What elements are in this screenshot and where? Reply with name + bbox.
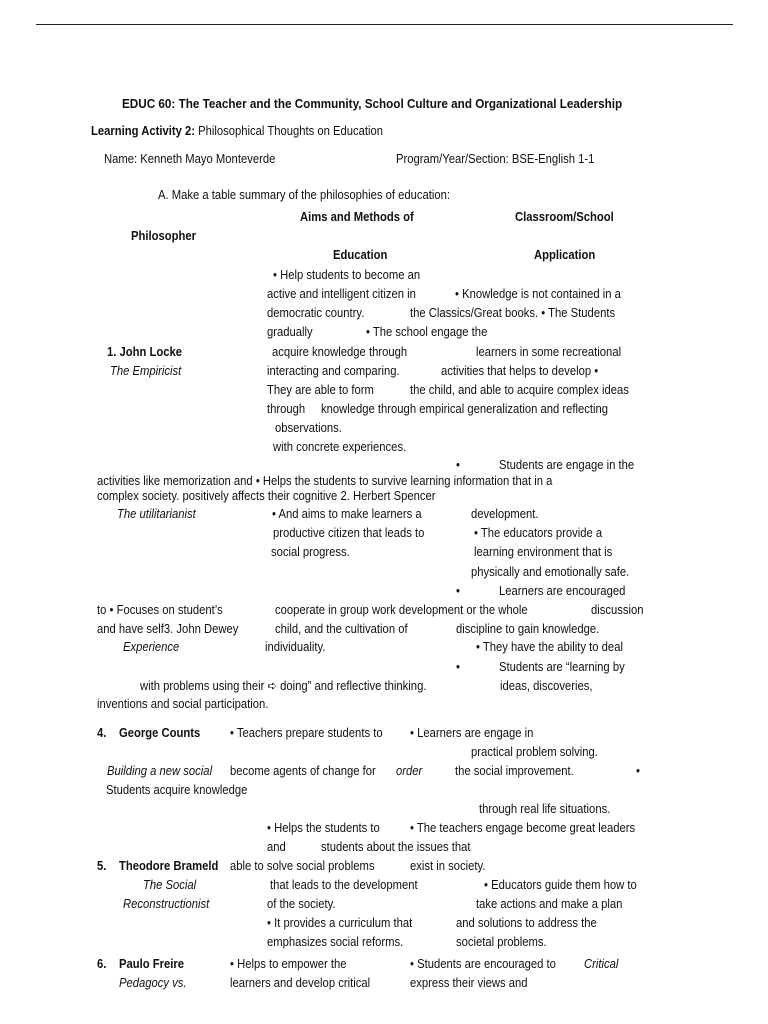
- body-line: complex society. positively affects their cognitive 2. Herbert Spencer: [97, 489, 436, 503]
- philosopher-name: George Counts: [119, 726, 201, 740]
- body-line: • Helps to empower the: [230, 957, 347, 971]
- body-line: express their views and: [410, 976, 528, 990]
- body-line: • Teachers prepare students to: [230, 726, 383, 740]
- body-line: and have self3. John Dewey: [97, 622, 239, 636]
- philosophy-label: The utilitarianist: [117, 507, 196, 521]
- header-aims-line1: Aims and Methods of: [300, 210, 414, 224]
- body-line: • They have the ability to deal: [476, 640, 623, 654]
- header-aims-line2: Education: [333, 248, 388, 262]
- body-line: • And aims to make learners a: [272, 507, 422, 521]
- body-line: physically and emotionally safe.: [471, 565, 630, 579]
- list-number: 6.: [97, 957, 107, 971]
- body-line: knowledge through empirical generalization and reflecting: [321, 402, 609, 416]
- body-line: Critical: [584, 957, 619, 971]
- body-line: gradually: [267, 325, 313, 339]
- body-line: order: [396, 764, 423, 778]
- list-number: 5.: [97, 859, 107, 873]
- body-line: learners and develop critical: [230, 976, 371, 990]
- body-line: democratic country.: [267, 306, 365, 320]
- body-line: active and intelligent citizen in: [267, 287, 416, 301]
- philosophy-label: Building a new social: [107, 764, 213, 778]
- philosophy-label: Pedagocy vs.: [119, 976, 187, 990]
- body-line: Students are engage in the: [499, 458, 635, 472]
- body-line: of the society.: [267, 897, 336, 911]
- body-line: •: [456, 458, 460, 472]
- instruction: A. Make a table summary of the philosophies of education:: [158, 188, 451, 202]
- body-line: cooperate in group work development or the whole: [275, 603, 528, 617]
- body-line: through: [267, 402, 306, 416]
- body-line: learning environment that is: [474, 545, 613, 559]
- body-line: social progress.: [271, 545, 350, 559]
- body-line: •: [456, 660, 460, 674]
- body-line: with problems using their ➪ doing” and reflective thinking.: [140, 679, 427, 693]
- body-line: They are able to form: [267, 383, 374, 397]
- body-line: with concrete experiences.: [273, 440, 407, 454]
- activity-title: Philosophical Thoughts on Education: [194, 124, 384, 138]
- body-line: societal problems.: [456, 935, 547, 949]
- body-line: • The school engage the: [366, 325, 488, 339]
- body-line: • Students are encouraged to: [410, 957, 556, 971]
- activity-heading: [91, 124, 383, 139]
- body-line: • The educators provide a: [474, 526, 603, 540]
- body-line: discipline to gain knowledge.: [456, 622, 600, 636]
- body-line: • Learners are engage in: [410, 726, 534, 740]
- header-classroom-line2: Application: [534, 248, 596, 262]
- body-line: students about the issues that: [321, 840, 471, 854]
- body-line: through real life situations.: [479, 802, 611, 816]
- body-line: become agents of change for: [230, 764, 376, 778]
- body-line: • Helps the students to: [267, 821, 380, 835]
- body-line: able to solve social problems: [230, 859, 375, 873]
- top-rule: [36, 24, 733, 25]
- body-line: Students are “learning by: [499, 660, 625, 674]
- philosopher-name: Paulo Freire: [119, 957, 185, 971]
- body-line: • Help students to become an: [273, 268, 421, 282]
- body-line: development.: [471, 507, 539, 521]
- body-line: exist in society.: [410, 859, 486, 873]
- body-line: child, and the cultivation of: [275, 622, 408, 636]
- body-line: •: [636, 764, 640, 778]
- body-line: • Educators guide them how to: [484, 878, 637, 892]
- body-line: take actions and make a plan: [476, 897, 623, 911]
- body-line: and: [267, 840, 286, 854]
- list-number: 4.: [97, 726, 107, 740]
- philosophy-label: The Social: [143, 878, 197, 892]
- philosophy-label: Reconstructionist: [123, 897, 210, 911]
- body-line: • The teachers engage become great leaders: [410, 821, 636, 835]
- program-section: Program/Year/Section: BSE-English 1-1: [396, 152, 595, 166]
- body-line: individuality.: [265, 640, 326, 654]
- philosopher-name: 1. John Locke: [107, 345, 183, 359]
- body-line: •: [456, 584, 460, 598]
- body-line: discussion: [591, 603, 644, 617]
- body-line: inventions and social participation.: [97, 697, 269, 711]
- body-line: Learners are encouraged: [499, 584, 626, 598]
- philosophy-label: Experience: [123, 640, 180, 654]
- header-classroom-line1: Classroom/School: [515, 210, 614, 224]
- body-line: productive citizen that leads to: [273, 526, 425, 540]
- body-line: Students acquire knowledge: [106, 783, 248, 797]
- body-line: that leads to the development: [270, 878, 418, 892]
- body-line: the Classics/Great books. • The Students: [410, 306, 616, 320]
- philosopher-name: Theodore Brameld: [119, 859, 219, 873]
- body-line: observations.: [275, 421, 342, 435]
- body-line: practical problem solving.: [471, 745, 598, 759]
- body-line: emphasizes social reforms.: [267, 935, 404, 949]
- body-line: acquire knowledge through: [272, 345, 408, 359]
- document-title: EDUC 60: The Teacher and the Community, School Culture and Organizational Leadership: [122, 96, 623, 111]
- body-line: ideas, discoveries,: [500, 679, 593, 693]
- body-line: and solutions to address the: [456, 916, 597, 930]
- body-line: learners in some recreational: [476, 345, 622, 359]
- body-line: activities that helps to develop •: [441, 364, 599, 378]
- body-line: activities like memorization and • Helps the students to survive learning information that in a: [97, 474, 553, 488]
- body-line: • Knowledge is not contained in a: [455, 287, 621, 301]
- activity-label: Learning Activity 2:: [91, 124, 195, 138]
- body-line: interacting and comparing.: [267, 364, 400, 378]
- student-name: Name: Kenneth Mayo Monteverde: [104, 152, 276, 166]
- body-line: to • Focuses on student’s: [97, 603, 223, 617]
- header-philosopher: Philosopher: [131, 229, 197, 243]
- body-line: the social improvement.: [455, 764, 574, 778]
- body-line: the child, and able to acquire complex ideas: [410, 383, 629, 397]
- philosophy-label: The Empiricist: [110, 364, 182, 378]
- body-line: • It provides a curriculum that: [267, 916, 413, 930]
